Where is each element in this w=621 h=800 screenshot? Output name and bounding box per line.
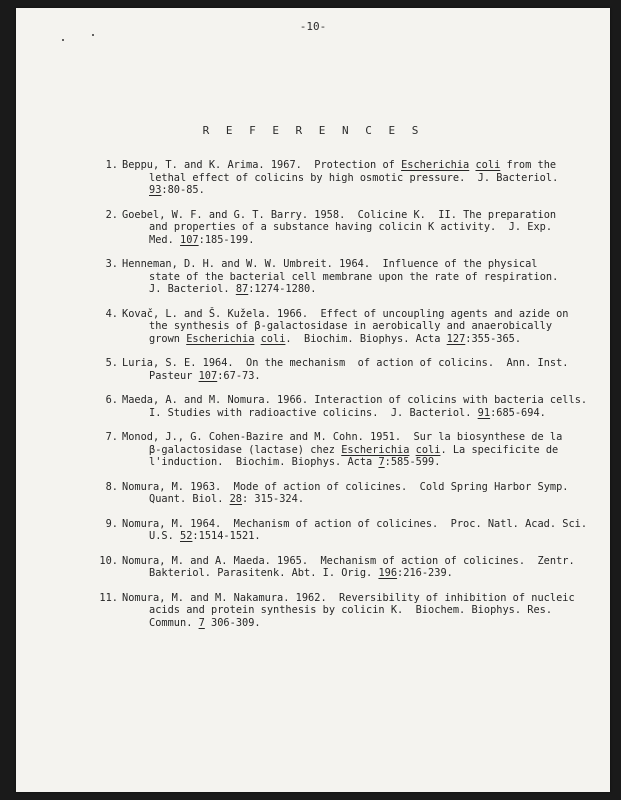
reference-item — [16, 209, 610, 247]
reference-line: state of the bacterial cell membrane upon the rate of respiration. — [149, 270, 559, 283]
page-number: -10- — [299, 20, 327, 33]
reference-line: Beppu, T. and K. Arima. 1967. Protection of Escherichia coli from the — [122, 159, 557, 171]
reference-number: 4. — [105, 307, 118, 320]
document-page — [16, 8, 610, 792]
reference-line: Luria, S. E. 1964. On the mechanism of action of colicins. Ann. Inst. — [122, 357, 569, 369]
reference-line: Pasteur 107:67-73. — [149, 369, 261, 382]
speck-mark — [92, 34, 94, 36]
reference-line: Henneman, D. H. and W. W. Umbreit. 1964. Influence of the physical — [122, 258, 538, 270]
reference-line: Nomura, M. 1963. Mode of action of colicines. Cold Spring Harbor Symp. — [122, 480, 569, 493]
reference-item — [16, 518, 610, 543]
reference-line: Commun. 7 306-309. — [149, 616, 261, 629]
reference-line: Monod, J., G. Cohen-Bazire and M. Cohn. 1951. Sur la biosynthese de la — [122, 431, 563, 443]
reference-item — [16, 159, 610, 197]
speck-mark — [62, 39, 64, 41]
reference-line: U.S. 52:1514-1521. — [149, 530, 261, 542]
reference-line: I. Studies with radioactive colicins. J. Bacteriol. 91:685-694. — [149, 406, 546, 419]
reference-item — [16, 431, 610, 469]
reference-line: Nomura, M. and A. Maeda. 1965. Mechanism of action of colicines. Zentr. — [122, 554, 575, 567]
reference-line: Kovač, L. and Š. Kužela. 1966. Effect of uncoupling agents and azide on — [122, 307, 569, 320]
reference-line: grown Escherichia coli. Biochim. Biophys. Acta 127:355-365. — [149, 332, 522, 345]
reference-number: 1. — [105, 159, 118, 171]
reference-number: 8. — [105, 480, 118, 493]
reference-item — [16, 308, 610, 346]
reference-line: and properties of a substance having colicin K activity. J. Exp. — [149, 221, 553, 233]
reference-item — [16, 357, 610, 382]
reference-number: 11. — [99, 591, 118, 604]
reference-item — [16, 592, 610, 630]
reference-number: 2. — [105, 208, 118, 221]
reference-line: Nomura, M. and M. Nakamura. 1962. Reversibility of inhibition of nucleic — [122, 591, 575, 604]
reference-number: 9. — [105, 517, 118, 530]
reference-item — [16, 258, 610, 296]
reference-item — [16, 481, 610, 506]
reference-number: 10. — [99, 554, 118, 567]
reference-line: Goebel, W. F. and G. T. Barry. 1958. Colicine K. II. The preparation — [122, 208, 557, 221]
reference-number: 3. — [105, 258, 118, 270]
reference-line: J. Bacteriol. 87:1274-1280. — [149, 283, 317, 295]
reference-line: l'induction. Biochim. Biophys. Acta 7:585-599. — [149, 456, 441, 468]
reference-number: 7. — [105, 431, 118, 443]
reference-line: Nomura, M. 1964. Mechanism of action of colicines. Proc. Natl. Acad. Sci. — [122, 517, 588, 530]
reference-line: Quant. Biol. 28: 315-324. — [149, 493, 305, 505]
reference-line: β-galactosidase (lactase) chez Escherichia coli. La specificite de — [149, 443, 559, 456]
references-heading: R E F E R E N C E S — [202, 124, 424, 137]
reference-number: 5. — [105, 357, 118, 369]
reference-line: acids and protein synthesis by colicin K. Biochem. Biophys. Res. — [149, 604, 553, 616]
reference-line: Bakteriol. Parasitenk. Abt. I. Orig. 196:216-239. — [149, 567, 453, 579]
reference-list — [16, 159, 610, 641]
reference-line: Maeda, A. and M. Nomura. 1966. Interaction of colicins with bacteria cells. — [122, 394, 588, 406]
reference-line: 93:80-85. — [149, 184, 205, 196]
reference-line: Med. 107:185-199. — [149, 233, 255, 246]
reference-item — [16, 394, 610, 419]
reference-line: the synthesis of β-galactosidase in aerobically and anaerobically — [149, 320, 553, 332]
reference-item — [16, 555, 610, 580]
reference-line: lethal effect of colicins by high osmotic pressure. J. Bacteriol. — [149, 171, 559, 184]
reference-number: 6. — [105, 394, 118, 406]
